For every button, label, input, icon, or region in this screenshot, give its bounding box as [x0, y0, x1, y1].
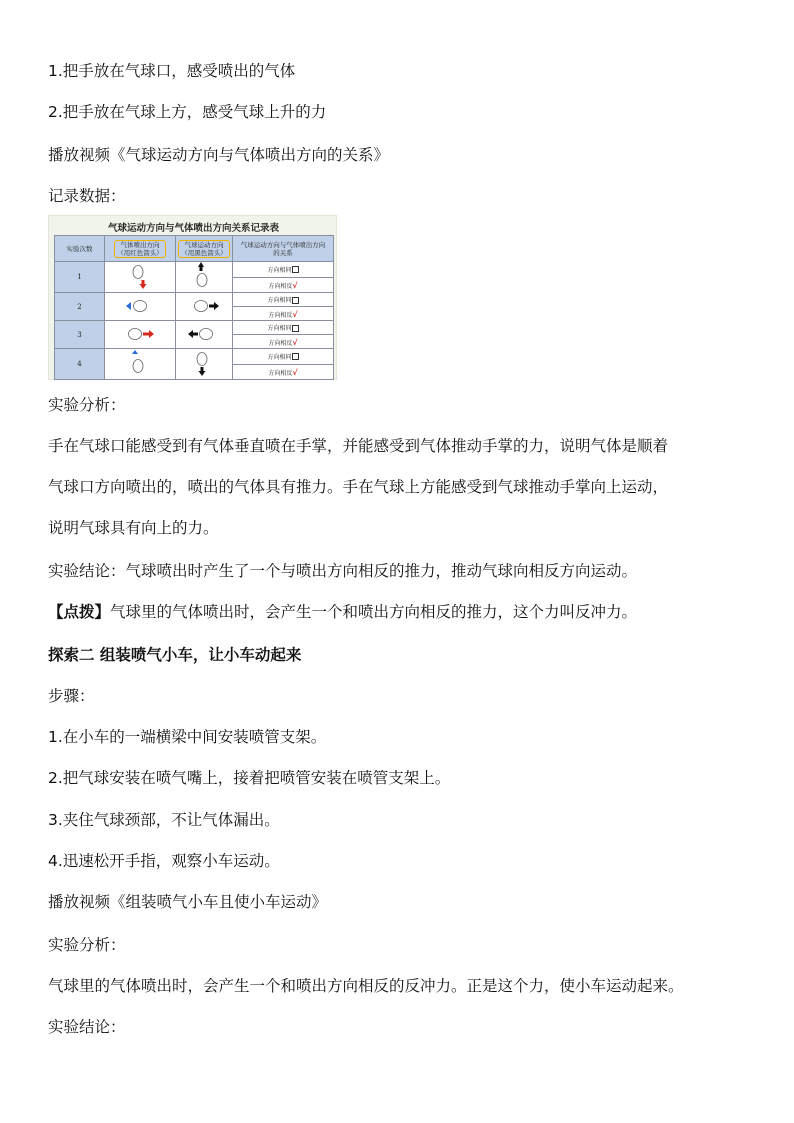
analysis-text-1: 手在气球口能感受到有气体垂直喷在手掌，并能感受到气体推动手掌的力，说明气体是顺着: [48, 437, 669, 455]
gas-direction-cell: [105, 321, 176, 349]
figure-title: 气球运动方向与气体喷出方向关系记录表: [107, 223, 279, 234]
option-same: 方向相同: [233, 293, 334, 307]
option-opposite: 方向相反√: [233, 335, 334, 349]
analysis-label-2: 实验分析：: [48, 936, 126, 954]
tip-text: 气球里的气体喷出时，会产生一个和喷出方向相反的推力，这个力叫反冲力。: [110, 603, 638, 621]
step-c: 3.夹住气球颈部，不让气体漏出。: [48, 811, 280, 829]
video-2: 播放视频《组装喷气小车且使小车运动》: [48, 893, 328, 911]
row-number: 1: [55, 262, 105, 293]
gas-direction-cell: [105, 349, 176, 380]
analysis-text-2: 气球口方向喷出的，喷出的气体具有推力。手在气球上方能感受到气球推动手掌向上运动，: [48, 478, 669, 496]
gas-direction-cell: [105, 262, 176, 293]
option-opposite: 方向相反√: [233, 277, 334, 293]
tip-line: [48, 602, 637, 622]
record-label: 记录数据：: [48, 187, 126, 205]
balloon-red-arrow-left-icon: [120, 294, 160, 318]
option-opposite: 方向相反√: [233, 307, 334, 321]
section-heading: 探索二 组装喷气小车，让小车动起来: [48, 646, 302, 664]
header-balloon-direction: 气球运动方向 （用黑色箭头）: [176, 236, 233, 262]
step-a: 1.在小车的一端横梁中间安装喷管支架。: [48, 728, 327, 746]
step-b: 2.把气球安装在喷气嘴上，接着把喷管安装在喷管支架上。: [48, 769, 451, 787]
balloon-black-arrow-down-icon: [184, 349, 224, 377]
header-trial-count: 实验次数: [55, 236, 105, 262]
balloon-red-arrow-up-icon: [120, 349, 160, 377]
option-opposite: 方向相反√: [233, 364, 334, 380]
analysis-text-4: 气球里的气体喷出时，会产生一个和喷出方向相反的反冲力。正是这个力，使小车运动起来。: [48, 977, 684, 995]
row-number: 2: [55, 293, 105, 321]
tip-tag: 【点拨】: [48, 603, 111, 621]
row-number: 3: [55, 321, 105, 349]
step-d: 4.迅速松开手指，观察小车运动。: [48, 852, 280, 870]
video-1: 播放视频《气球运动方向与气体喷出方向的关系》: [48, 146, 390, 164]
balloon-direction-cell: [176, 262, 233, 293]
step-1: 1.把手放在气球口，感受喷出的气体: [48, 62, 296, 80]
conclusion-1: 实验结论：气球喷出时产生了一个与喷出方向相反的推力，推动气球向相反方向运动。: [48, 562, 638, 580]
option-same: 方向相同: [233, 321, 334, 335]
header-relation: 气球运动方向与气体喷出方向 的关系: [233, 236, 334, 262]
gas-direction-cell: [105, 293, 176, 321]
analysis-label: 实验分析：: [48, 396, 126, 414]
balloon-red-arrow-down-icon: [120, 262, 160, 290]
row-number: 4: [55, 349, 105, 380]
balloon-black-arrow-up-icon: [184, 262, 224, 290]
balloon-direction-cell: [176, 321, 233, 349]
record-table: [54, 235, 334, 380]
balloon-direction-cell: [176, 293, 233, 321]
balloon-black-arrow-right-icon: [184, 294, 224, 318]
steps-label: 步骤：: [48, 687, 95, 705]
option-same: 方向相同: [233, 349, 334, 365]
analysis-text-3: 说明气球具有向上的力。: [48, 519, 219, 537]
balloon-black-arrow-left-icon: [184, 322, 224, 346]
step-2: 2.把手放在气球上方，感受气球上升的力: [48, 103, 327, 121]
balloon-direction-cell: [176, 349, 233, 380]
conclusion-label-2: 实验结论：: [48, 1018, 126, 1036]
record-table-figure: [48, 215, 337, 380]
option-same: 方向相同: [233, 262, 334, 278]
header-gas-direction: 气体喷出方向 （用红色箭头）: [105, 236, 176, 262]
balloon-red-arrow-right-icon: [120, 322, 160, 346]
